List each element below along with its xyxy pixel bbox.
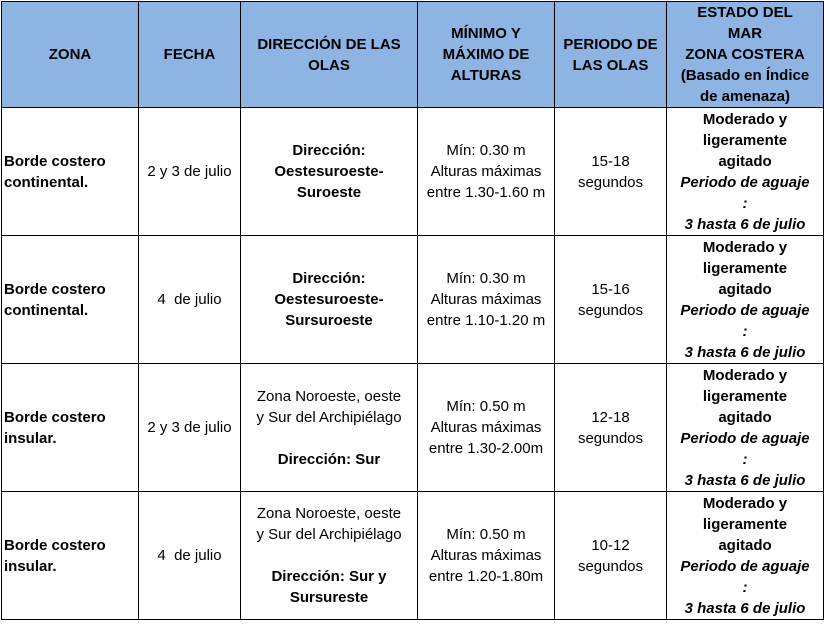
cell-periodo: 15-18 segundos <box>555 108 667 236</box>
header-alturas: MÍNIMO Y MÁXIMO DE ALTURAS <box>418 2 555 108</box>
cell-fecha: 4 de julio <box>139 236 241 364</box>
cell-alturas: Mín: 0.30 m Alturas máximas entre 1.10-1.20 m <box>418 236 555 364</box>
cell-direccion: Zona Noroeste, oeste y Sur del Archipiélago Dirección: Sur <box>241 364 418 492</box>
cell-alturas: Mín: 0.30 m Alturas máximas entre 1.30-1.60 m <box>418 108 555 236</box>
table-row <box>2 364 824 492</box>
cell-direccion: Dirección: Oestesuroeste- Suroeste <box>241 108 418 236</box>
header-fecha: FECHA <box>139 2 241 108</box>
cell-periodo: 12-18 segundos <box>555 364 667 492</box>
cell-zona: Borde costero insular. <box>2 492 139 620</box>
cell-estado: Moderado y ligeramente agitado Periodo de aguaje : 3 hasta 6 de julio <box>667 108 824 236</box>
cell-alturas: Mín: 0.50 m Alturas máximas entre 1.30-2.00m <box>418 364 555 492</box>
cell-periodo: 15-16 segundos <box>555 236 667 364</box>
cell-zona: Borde costero continental. <box>2 236 139 364</box>
cell-periodo: 10-12 segundos <box>555 492 667 620</box>
cell-zona: Borde costero continental. <box>2 108 139 236</box>
header-row <box>2 2 824 108</box>
cell-estado: Moderado y ligeramente agitado Periodo de aguaje : 3 hasta 6 de julio <box>667 364 824 492</box>
header-estado: ESTADO DEL MAR ZONA COSTERA (Basado en Índice de amenaza) <box>667 2 824 108</box>
header-periodo: PERIODO DE LAS OLAS <box>555 2 667 108</box>
cell-direccion: Zona Noroeste, oeste y Sur del Archipiélago Dirección: Sur y Sursureste <box>241 492 418 620</box>
header-direccion: DIRECCIÓN DE LAS OLAS <box>241 2 418 108</box>
table-row <box>2 108 824 236</box>
cell-estado: Moderado y ligeramente agitado Periodo de aguaje : 3 hasta 6 de julio <box>667 236 824 364</box>
wave-forecast-table <box>1 1 824 620</box>
table-row <box>2 236 824 364</box>
cell-fecha: 2 y 3 de julio <box>139 108 241 236</box>
cell-estado: Moderado y ligeramente agitado Periodo de aguaje : 3 hasta 6 de julio <box>667 492 824 620</box>
cell-zona: Borde costero insular. <box>2 364 139 492</box>
cell-direccion: Dirección: Oestesuroeste- Sursuroeste <box>241 236 418 364</box>
cell-alturas: Mín: 0.50 m Alturas máximas entre 1.20-1.80m <box>418 492 555 620</box>
header-zona: ZONA <box>2 2 139 108</box>
cell-fecha: 4 de julio <box>139 492 241 620</box>
table-row <box>2 492 824 620</box>
cell-fecha: 2 y 3 de julio <box>139 364 241 492</box>
